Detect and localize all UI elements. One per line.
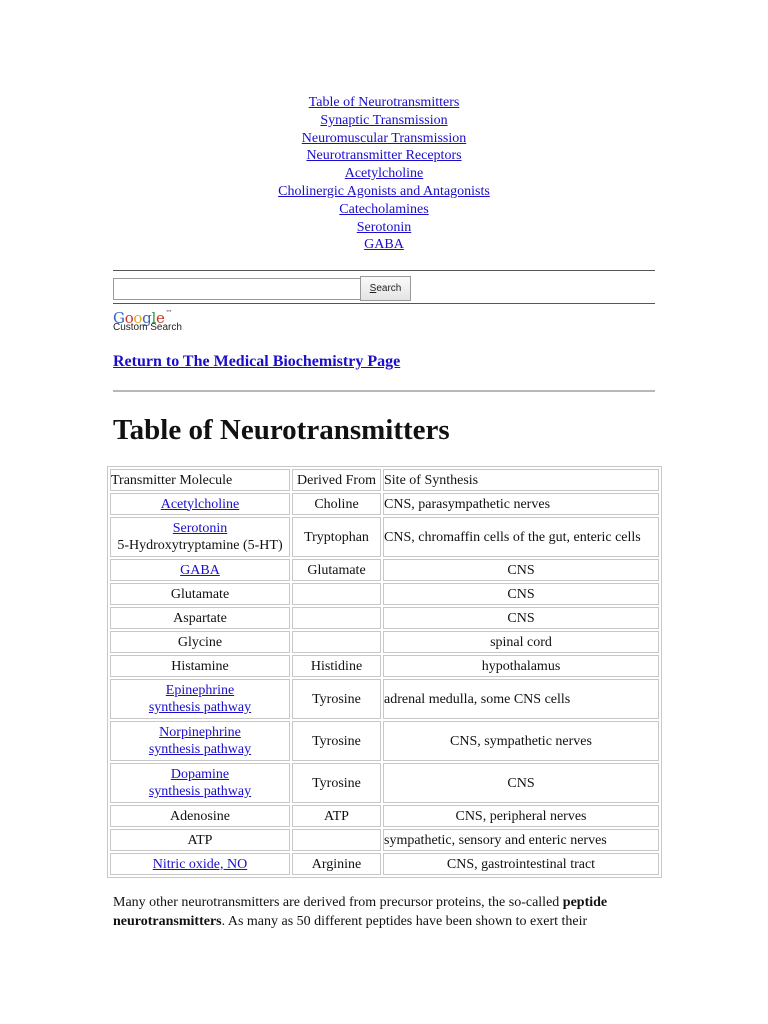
table-row: [110, 805, 659, 827]
molecule-link-acetylcholine[interactable]: Acetylcholine: [160, 496, 240, 512]
table-row: [110, 607, 659, 629]
nav-link-cholinergic-agonists[interactable]: Cholinergic Agonists and Antagonists: [278, 183, 490, 199]
header-transmitter-molecule: Transmitter Molecule: [110, 469, 290, 491]
search-button[interactable]: [360, 276, 411, 301]
search-button-label: earch: [376, 283, 402, 294]
site-cell: CNS: [383, 559, 659, 581]
molecule-subtext: 5-Hydroxytryptamine (5-HT): [117, 538, 283, 553]
molecule-cell: Histamine: [110, 655, 290, 677]
site-cell: CNS: [383, 607, 659, 629]
neurotransmitter-table: [107, 466, 662, 878]
molecule-link-serotonin[interactable]: Serotonin: [172, 521, 228, 536]
derived-cell: Tyrosine: [292, 763, 381, 803]
derived-cell: Histidine: [292, 655, 381, 677]
site-cell: CNS, parasympathetic nerves: [383, 493, 659, 515]
table-row: [110, 583, 659, 605]
site-cell: CNS, sympathetic nerves: [383, 721, 659, 761]
custom-search-caption: Custom Search: [113, 322, 182, 333]
molecule-cell: [110, 679, 290, 719]
site-cell: CNS: [383, 763, 659, 803]
molecule-link-gaba[interactable]: GABA: [180, 562, 220, 578]
paragraph-bold-term: peptide neurotransmitters: [113, 895, 608, 929]
derived-cell: Tyrosine: [292, 721, 381, 761]
table-row: [110, 763, 659, 803]
molecule-cell: [110, 493, 290, 515]
molecule-cell: [110, 721, 290, 761]
site-cell: adrenal medulla, some CNS cells: [383, 679, 659, 719]
table-header-row: [110, 469, 659, 491]
molecule-link-epinephrine[interactable]: Epinephrine: [165, 683, 235, 698]
derived-cell: Arginine: [292, 853, 381, 875]
molecule-link-norpinephrine[interactable]: Norpinephrine: [159, 725, 241, 740]
nav-links: [0, 94, 768, 254]
google-logo-letter-o2: o: [133, 309, 143, 327]
google-logo: [113, 304, 173, 327]
google-logo-letter-g: G: [113, 309, 125, 327]
search-top-divider: [113, 270, 655, 271]
molecule-cell: [110, 853, 290, 875]
search-bottom-divider: [113, 303, 655, 304]
derived-cell: [292, 583, 381, 605]
table-row: [110, 517, 659, 557]
table-row: [110, 829, 659, 851]
nav-link-neurotransmitter-receptors[interactable]: Neurotransmitter Receptors: [306, 148, 462, 164]
table-row: [110, 853, 659, 875]
site-cell: CNS, gastrointestinal tract: [383, 853, 659, 875]
molecule-cell: Aspartate: [110, 607, 290, 629]
section-divider: [113, 390, 655, 392]
nav-link-table-of-neurotransmitters[interactable]: Table of Neurotransmitters: [308, 95, 460, 110]
molecule-cell: ATP: [110, 829, 290, 851]
derived-cell: Tryptophan: [292, 517, 381, 557]
table-row: [110, 679, 659, 719]
nav-link-synaptic-transmission[interactable]: Synaptic Transmission: [320, 112, 448, 128]
molecule-cell: Glutamate: [110, 583, 290, 605]
site-cell: CNS, peripheral nerves: [383, 805, 659, 827]
synthesis-pathway-link-epinephrine[interactable]: synthesis pathway: [148, 700, 252, 715]
derived-cell: ATP: [292, 805, 381, 827]
body-paragraph: [113, 894, 655, 931]
paragraph-text-2: . As many as 50 different peptides have been shown to exert their: [221, 913, 588, 929]
table-row: [110, 559, 659, 581]
derived-cell: [292, 631, 381, 653]
search-input[interactable]: [113, 278, 361, 300]
derived-cell: [292, 607, 381, 629]
site-cell: CNS: [383, 583, 659, 605]
molecule-link-nitric-oxide[interactable]: Nitric oxide, NO: [152, 856, 248, 872]
nav-link-catecholamines[interactable]: Catecholamines: [339, 201, 429, 217]
table-row: [110, 655, 659, 677]
molecule-link-dopamine[interactable]: Dopamine: [170, 767, 230, 782]
site-cell: sympathetic, sensory and enteric nerves: [383, 829, 659, 851]
derived-cell: [292, 829, 381, 851]
nav-link-neuromuscular-transmission[interactable]: Neuromuscular Transmission: [301, 130, 467, 146]
table-row: [110, 721, 659, 761]
page-title: Table of Neurotransmitters: [113, 414, 450, 446]
return-link[interactable]: Return to The Medical Biochemistry Page: [113, 353, 401, 370]
google-logo-tm: ™: [165, 309, 173, 317]
nav-link-acetylcholine[interactable]: Acetylcholine: [344, 166, 424, 182]
google-logo-letter-o1: o: [124, 309, 134, 327]
header-derived-from: Derived From: [292, 469, 381, 491]
paragraph-text-1: Many other neurotransmitters are derived from precursor proteins, the so-called: [113, 895, 563, 910]
synthesis-pathway-link-norpinephrine[interactable]: synthesis pathway: [148, 742, 252, 757]
site-cell: CNS, chromaffin cells of the gut, enteric cells: [383, 517, 659, 557]
derived-cell: Choline: [292, 493, 381, 515]
header-site-of-synthesis: Site of Synthesis: [383, 469, 659, 491]
nav-link-gaba[interactable]: GABA: [364, 237, 404, 253]
google-logo-letter-e: e: [155, 309, 165, 327]
molecule-cell: [110, 517, 290, 557]
molecule-cell: Adenosine: [110, 805, 290, 827]
site-cell: spinal cord: [383, 631, 659, 653]
table-row: [110, 631, 659, 653]
synthesis-pathway-link-dopamine[interactable]: synthesis pathway: [148, 784, 252, 799]
molecule-cell: Glycine: [110, 631, 290, 653]
nav-link-serotonin[interactable]: Serotonin: [356, 219, 412, 235]
derived-cell: Tyrosine: [292, 679, 381, 719]
derived-cell: Glutamate: [292, 559, 381, 581]
molecule-cell: [110, 763, 290, 803]
molecule-cell: [110, 559, 290, 581]
google-logo-letter-l: l: [151, 309, 156, 327]
table-row: [110, 493, 659, 515]
google-logo-letter-g2: g: [142, 309, 152, 327]
site-cell: hypothalamus: [383, 655, 659, 677]
search-button-mnemonic: S: [369, 283, 377, 294]
